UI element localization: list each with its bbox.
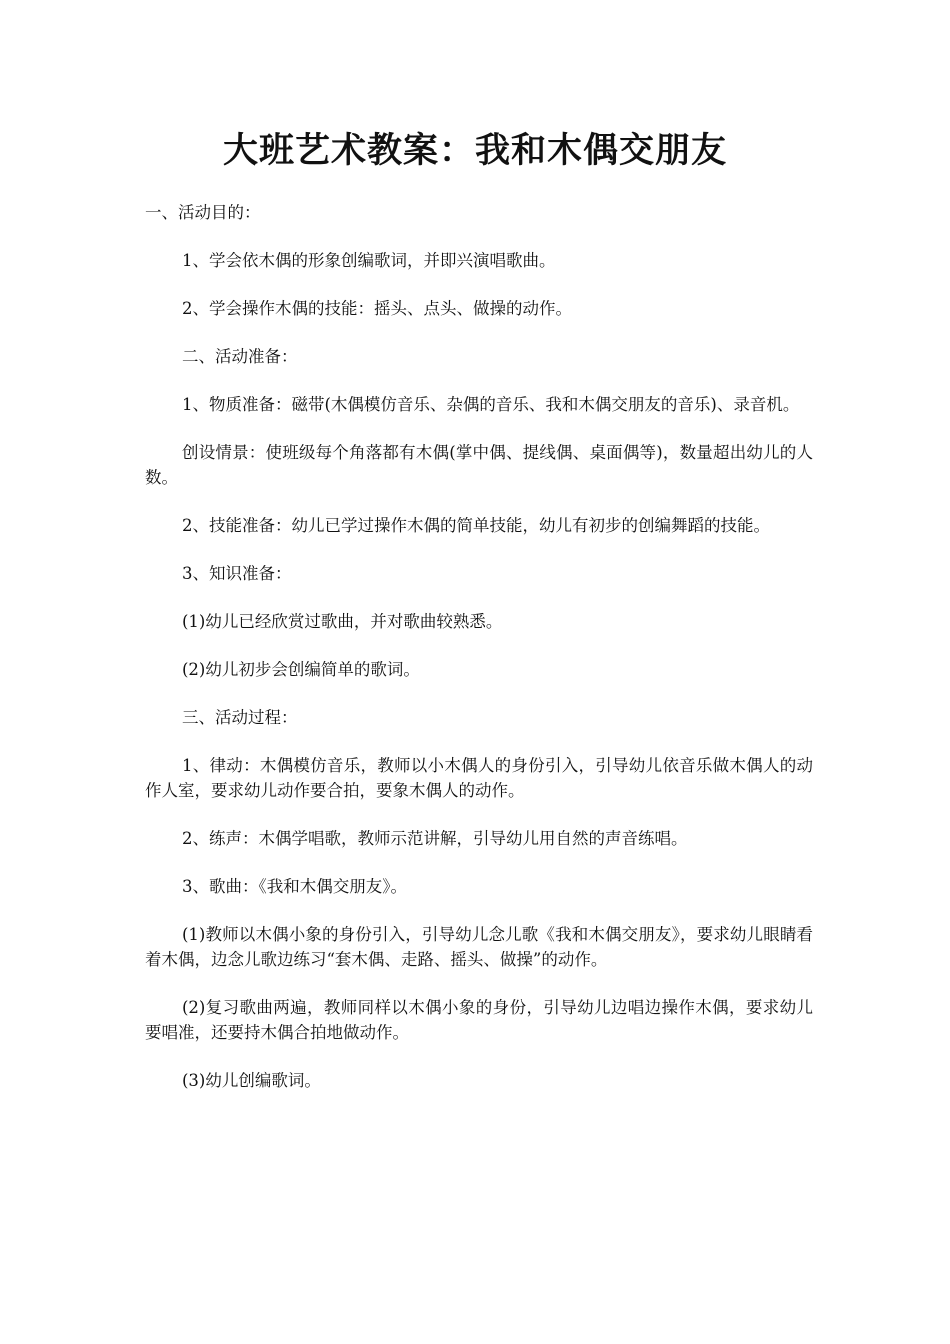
section-heading-process: 三、活动过程： — [182, 708, 298, 727]
preparation-item-skills: 2、技能准备：幼儿已学过操作木偶的简单技能，幼儿有初步的创编舞蹈的技能。 — [182, 516, 770, 535]
document-title: 大班艺术教案：我和木偶交朋友 — [222, 130, 727, 171]
process-item-song: 3、歌曲：《我和木偶交朋友》。 — [182, 877, 407, 896]
preparation-item-knowledge: 3、知识准备： — [182, 564, 292, 583]
preparation-item-materials: 1、物质准备：磁带(木偶模仿音乐、杂偶的音乐、我和木偶交朋友的音乐)、录音机。 — [182, 395, 800, 414]
section-heading-preparation: 二、活动准备： — [182, 347, 298, 366]
section-heading-goals: 一、活动目的： — [145, 203, 261, 222]
song-subitem-1: (1)教师以木偶小象的身份引入，引导幼儿念儿歌《我和木偶交朋友》，要求幼儿眼睛看着木偶，边念儿歌边练习“套木偶、走路、摇头、做操”的动作。 — [145, 925, 813, 969]
preparation-item-scene: 创设情景：使班级每个角落都有木偶(掌中偶、提线偶、桌面偶等)，数量超出幼儿的人数。 — [145, 443, 813, 487]
process-item-rhythm: 1、律动：木偶模仿音乐，教师以小木偶人的身份引入，引导幼儿依音乐做木偶人的动作人室，要求幼儿动作要合拍，要象木偶人的动作。 — [145, 756, 813, 800]
song-subitem-3: (3)幼儿创编歌词。 — [182, 1071, 321, 1090]
goal-item-2: 2、学会操作木偶的技能：摇头、点头、做操的动作。 — [182, 299, 572, 318]
process-item-vocal: 2、练声：木偶学唱歌，教师示范讲解，引导幼儿用自然的声音练唱。 — [182, 829, 688, 848]
document-body — [145, 200, 813, 1116]
knowledge-subitem-1: (1)幼儿已经欣赏过歌曲，并对歌曲较熟悉。 — [182, 612, 503, 631]
knowledge-subitem-2: (2)幼儿初步会创编简单的歌词。 — [182, 660, 420, 679]
song-subitem-2: (2)复习歌曲两遍，教师同样以木偶小象的身份，引导幼儿边唱边操作木偶，要求幼儿要唱准，还要持木偶合拍地做动作。 — [145, 998, 813, 1042]
goal-item-1: 1、学会依木偶的形象创编歌词，并即兴演唱歌曲。 — [182, 251, 556, 270]
